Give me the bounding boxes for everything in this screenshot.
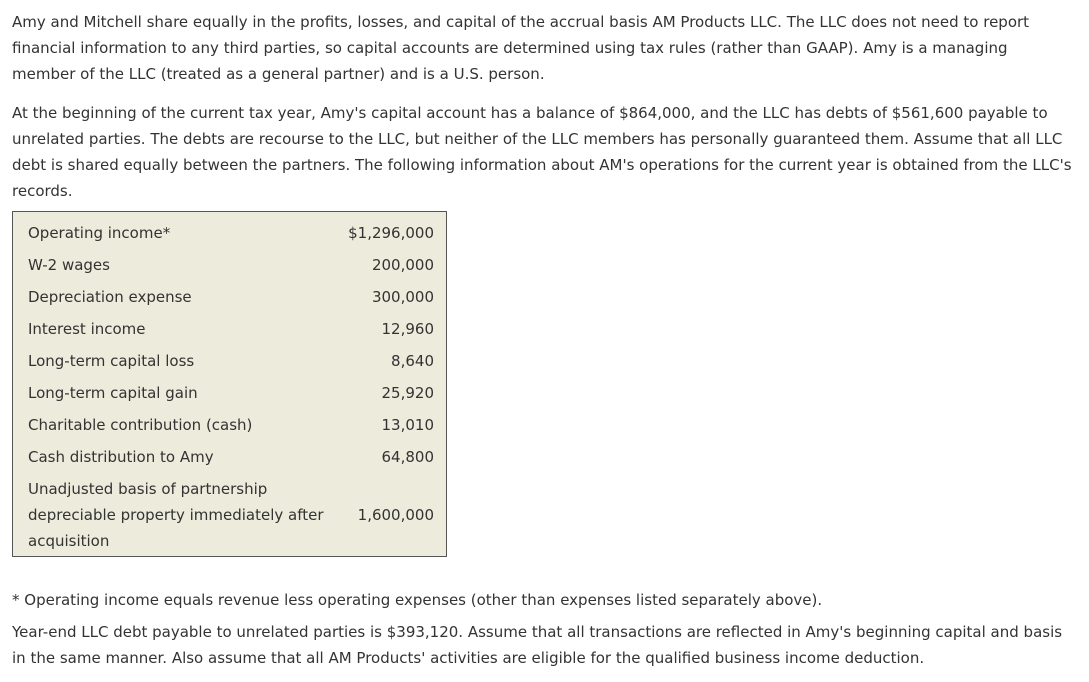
- row-label: Operating income*: [28, 224, 171, 242]
- row-value: 13,010: [381, 416, 434, 434]
- row-label: Long-term capital gain: [28, 384, 198, 402]
- closing-paragraph: Year-end LLC debt payable to unrelated parties is $393,120. Assume that all transactions are reflected in Amy's beginning capital and basis in the same manner. Also assume that all AM Products' activities are eligible for the qualified business income deduction.: [12, 623, 1063, 667]
- row-value: 12,960: [381, 320, 434, 338]
- table-row: [28, 348, 434, 374]
- row-value: 300,000: [371, 288, 434, 306]
- row-label: Charitable contribution (cash): [28, 416, 253, 434]
- table-row: [28, 220, 434, 246]
- row-label: W-2 wages: [28, 256, 110, 274]
- row-value: 8,640: [391, 352, 434, 370]
- table-row: [28, 412, 434, 438]
- table-row: [28, 284, 434, 310]
- row-value: 25,920: [381, 384, 434, 402]
- row-value: 1,600,000: [357, 506, 434, 524]
- intro-paragraph-1: Amy and Mitchell share equally in the profits, losses, and capital of the accrual basis AM Products LLC. The LLC does not need to report financial information to any third parties, so capital accounts are determined using tax rules (rather than GAAP). Amy is a managing member of the LLC (treated as a general partner) and is a U.S. person.: [12, 13, 1030, 83]
- row-label: Cash distribution to Amy: [28, 448, 214, 466]
- intro-paragraph-2: At the beginning of the current tax year, Amy's capital account has a balance of $864,000, and the LLC has debts of $561,600 payable to unrelated parties. The debts are recourse to the LLC, but neither of the LLC members has personally guaranteed them. Assume that all LLC debt is shared equally between the partners. The following information about AM's operations for the current year is obtained from the LLC's records.: [12, 104, 1072, 200]
- table-row: [28, 316, 434, 342]
- table-row: [28, 252, 434, 278]
- row-label: Interest income: [28, 320, 146, 338]
- records-table: [12, 211, 447, 557]
- row-label: Depreciation expense: [28, 288, 192, 306]
- row-label: Unadjusted basis of partnership depreciable property immediately after acquisition: [28, 480, 324, 550]
- table-row: [28, 380, 434, 406]
- row-label: Long-term capital loss: [28, 352, 195, 370]
- operating-income-footnote: * Operating income equals revenue less operating expenses (other than expenses listed separately above).: [12, 591, 823, 609]
- row-value: 200,000: [371, 256, 434, 274]
- row-value: 64,800: [381, 448, 434, 466]
- table-row: [28, 444, 434, 470]
- table-row: [28, 476, 434, 554]
- row-value: $1,296,000: [348, 224, 434, 242]
